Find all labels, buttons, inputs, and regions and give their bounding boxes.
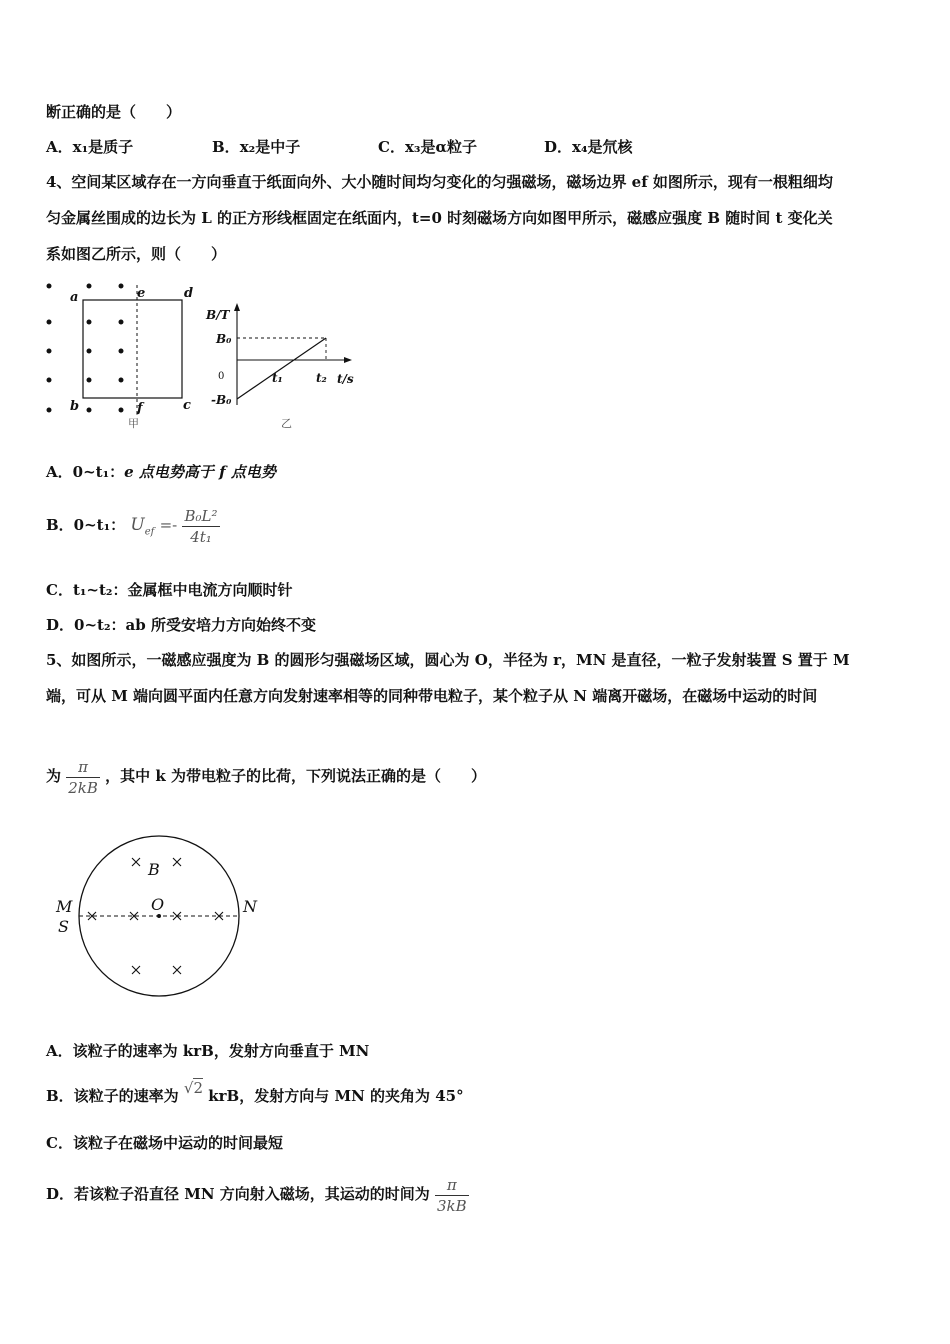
q4-option-c: C．t₁~t₂：金属框中电流方向顺时针: [46, 581, 293, 599]
q4-stem-line2: 匀金属丝围成的边长为 L 的正方形线框固定在纸面内，t=0 时刻磁场方向如图甲所示，磁感应强度 B 随时间 t 变化关: [46, 209, 833, 227]
y-axis-arrow: [234, 303, 240, 311]
equals-minus: =-: [159, 516, 178, 534]
q3-option-b: B．x₂是中子: [212, 138, 301, 156]
caption-jia: 甲: [128, 417, 139, 430]
field-dots: [47, 284, 124, 413]
u-ef: $U_{ef}$: [130, 515, 155, 538]
q4-stem-line1: 4、空间某区域存在一方向垂直于纸面向外、大小随时间均匀变化的匀强磁场，磁场边界 ef 如图所示，现有一根粗细均: [46, 173, 833, 191]
q3-option-a: A．x₁是质子: [46, 138, 134, 156]
t2-label: t₂: [316, 371, 327, 385]
label-n: N: [243, 897, 257, 916]
q5-figure: [50, 828, 270, 1003]
q4-option-a: A．0~t₁：e 点电势高于 f 点电势: [46, 463, 276, 481]
label-o: O: [151, 895, 165, 914]
q3-option-c: C．x₃是α粒子: [378, 138, 478, 156]
q4-figure: [40, 275, 370, 435]
square-frame: [83, 300, 182, 398]
caption-yi: 乙: [281, 417, 292, 430]
q5-stem-line1: 5、如图所示，一磁感应强度为 B 的圆形匀强磁场区域，圆心为 O，半径为 r，MN 是直径，一粒子发射装置 S 置于 M: [46, 651, 850, 669]
sqrt-2: √2: [183, 1079, 204, 1097]
q4-option-b: B．0~t₁： $U_{ef}$ =- $\frac{\text{B₀L²}}{\text{4t₁}}$: [46, 506, 218, 546]
label-s: S: [58, 917, 69, 936]
t-axis-arrow: [344, 357, 352, 363]
label-d: d: [184, 286, 194, 301]
fraction-pi-2kb: $\frac{\pi}{2kB}$: [68, 757, 98, 797]
label-c: c: [183, 398, 191, 413]
label-f: f: [137, 401, 143, 416]
fraction-b0l2-4t1: $\frac{\text{B₀L²}}{\text{4t₁}}$: [184, 506, 218, 546]
q5-option-c: C．该粒子在磁场中运动的时间最短: [46, 1134, 283, 1152]
y-label: B/T: [206, 308, 230, 322]
t1-label: t₁: [272, 371, 283, 385]
q5-option-b: B．该粒子的速率为 √2 krB，发射方向与 MN 的夹角为 45°: [46, 1079, 464, 1105]
q3-option-d: D．x₄是氘核: [544, 138, 633, 156]
q4-stem-line3: 系如图乙所示，则（ ）: [46, 245, 227, 263]
b0-label: B₀: [216, 332, 232, 346]
label-a: a: [70, 290, 79, 305]
fraction-pi-3kb: $\frac{\pi}{3kB}$: [437, 1175, 467, 1215]
b-t-line: [237, 338, 326, 399]
q5-stem-line3: 为 $\frac{\pi}{2kB}$ ，其中 k 为带电粒子的比荷，下列说法正确的是（ ）: [46, 757, 486, 797]
zero-label: 0: [218, 371, 225, 382]
neg-b0-label: -B₀: [211, 393, 232, 407]
center-o: [157, 914, 161, 918]
q5-stem-line2: 端，可从 M 端向圆平面内任意方向发射速率相等的同种带电粒子，某个粒子从 N 端离开磁场，在磁场中运动的时间: [46, 687, 818, 705]
q5-option-a: A．该粒子的速率为 krB，发射方向垂直于 MN: [46, 1042, 370, 1060]
q4-option-d: D．0~t₂：ab 所受安培力方向始终不变: [46, 616, 316, 634]
label-e: e: [137, 286, 146, 301]
label-b: B: [148, 860, 160, 879]
q5-option-d: D．若该粒子沿直径 MN 方向射入磁场，其运动的时间为 $\frac{\pi}{3kB}$: [46, 1175, 467, 1215]
x-label: t/s: [337, 372, 354, 386]
q3-stem-end: 断正确的是（ ）: [46, 103, 182, 121]
label-b: b: [70, 399, 80, 414]
label-m: M: [56, 897, 73, 916]
